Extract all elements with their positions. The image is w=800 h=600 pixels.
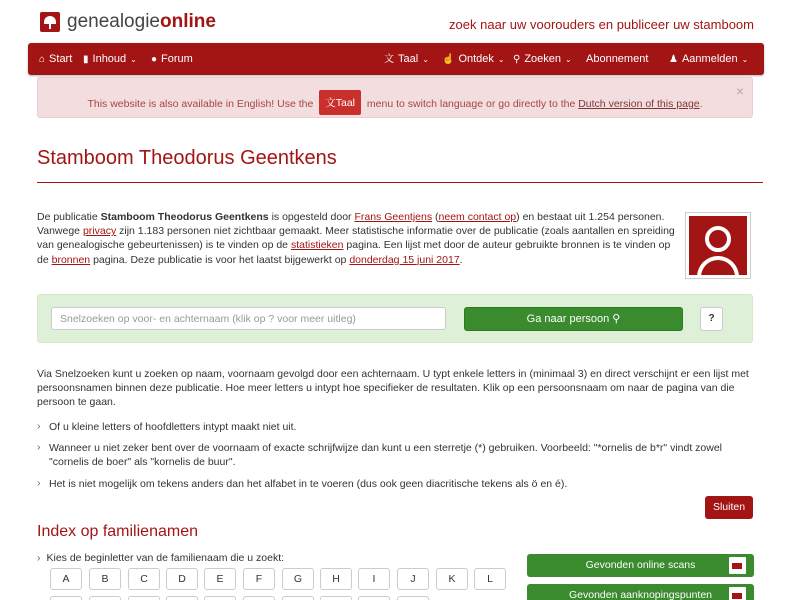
list-item: › Of u kleine letters of hoofdletters intypt maakt niet uit. <box>37 420 757 434</box>
title-divider <box>37 182 763 183</box>
choose-letter-label: › Kies de beginletter van de familienaam die u zoekt: <box>37 552 285 564</box>
letter-button-i[interactable]: I <box>358 568 390 590</box>
chevron-down-icon: ⌄ <box>422 55 429 64</box>
privacy-link[interactable]: privacy <box>82 225 117 238</box>
chevron-down-icon: ⌄ <box>130 55 137 64</box>
found-leads-button[interactable]: Gevonden aanknopingspunten <box>527 584 754 600</box>
letter-button-c[interactable]: C <box>128 568 160 590</box>
alert-message: This website is also available in English! Use the 文Taal menu to switch language or go directly to the Dutch version of this page. <box>38 91 752 116</box>
nav-abonnement[interactable]: Abonnement <box>586 53 649 65</box>
list-item: › Wanneer u niet zeker bent over de voornaam of exacte schrijfwijze dan kunt u een sterretje (*) gebruiken. Voorbeeld: "*ornelis de b*r" vindt zowel "cornelis de boer" als "kornelis de buur". <box>37 441 757 469</box>
letter-button-g[interactable]: G <box>282 568 314 590</box>
go-to-person-button[interactable]: Ga naar persoon ⚲ <box>464 307 683 331</box>
publication-intro: De publicatie Stamboom Theodorus Geentkens is opgesteld door Frans Geentjens (neem contact op) en bestaat uit 1.254 personen. Vanwege privacy zijn 1.183 personen niet zichtbaar gemaakt. Meer statistische informatie over de publicatie (zoals aantallen en spreiding van genealogische gebeurtenissen) is te vinden op de statistieken pagina. Een lijst met door de auteur gebruikte bronnen is te vinden op de bronnen pagina. Deze publicatie is voor het laatst bijgewerkt op donderdag 15 juni 2017. <box>37 211 675 266</box>
letter-button-b[interactable]: B <box>89 568 121 590</box>
home-icon: ⌂ <box>39 54 46 65</box>
chevron-right-icon: › <box>37 552 41 564</box>
chevron-down-icon: ⌄ <box>741 55 749 64</box>
nav-forum[interactable]: ● Forum <box>151 43 193 75</box>
dutch-version-link[interactable]: Dutch version of this page <box>578 98 700 110</box>
main-navbar <box>28 43 764 75</box>
nav-inhoud[interactable]: ▮ Inhoud ⌄ <box>83 43 137 75</box>
letter-button-f[interactable]: F <box>243 568 275 590</box>
language-alert <box>37 77 753 118</box>
letter-button-e[interactable]: E <box>204 568 236 590</box>
tree-logo-icon <box>40 12 60 32</box>
nav-aanmelden[interactable]: ♟ Aanmelden ⌄ <box>669 43 748 75</box>
nav-zoeken[interactable]: ⚲ Zoeken ⌄ <box>513 43 572 75</box>
comments-icon: ● <box>151 54 158 65</box>
logo-text: genealogieonline <box>67 11 216 32</box>
contact-link[interactable]: neem contact op <box>438 211 517 223</box>
chevron-down-icon: ⌄ <box>565 55 572 64</box>
quick-search-input[interactable] <box>51 307 446 330</box>
letter-button-d[interactable]: D <box>166 568 198 590</box>
letter-button-l[interactable]: L <box>474 568 506 590</box>
letter-button-j[interactable]: J <box>397 568 429 590</box>
nav-start[interactable]: ⌂ Start <box>39 43 72 75</box>
search-icon: ⚲ <box>612 313 621 325</box>
search-icon: ⚲ <box>513 54 521 65</box>
language-icon: 文 <box>325 97 336 109</box>
close-help-button[interactable]: Sluiten <box>705 496 753 519</box>
book-icon: ▮ <box>83 54 89 65</box>
site-header <box>0 0 800 44</box>
search-help-text: Via Snelzoeken kunt u zoeken op naam, voornaam gevolgd door een achternaam. U typt enkele letters in (minimaal 3) en direct verschijnt er een lijst met persoonsnamen binnen deze publicatie. Hoe meer letters u intypt hoe specifieker de resultaten. Klik op een persoonsnaam om naar de pagina van die persoon te gaan. <box>37 368 749 409</box>
letter-button-k[interactable]: K <box>436 568 468 590</box>
language-icon: 文 <box>384 54 394 65</box>
nav-taal[interactable]: 文 Taal ⌄ <box>384 43 429 75</box>
found-online-scans-button[interactable]: Gevonden online scans <box>527 554 754 577</box>
page-title: Stamboom Theodorus Geentkens <box>37 147 337 169</box>
list-item: › Het is niet mogelijk om tekens anders dan het alfabet in te voeren (dus ook geen diacritische tekens als ö en é). <box>37 477 757 491</box>
user-icon: ♟ <box>669 54 678 65</box>
author-avatar[interactable] <box>685 212 751 279</box>
surname-index-title: Index op familienamen <box>37 523 198 540</box>
statistics-link[interactable]: statistieken <box>290 239 344 252</box>
letter-button-h[interactable]: H <box>320 568 352 590</box>
document-icon <box>729 557 746 574</box>
document-icon <box>729 587 746 600</box>
site-logo[interactable] <box>40 11 216 33</box>
nav-ontdek[interactable]: ☝ Ontdek ⌄ <box>442 43 505 75</box>
site-tagline: zoek naar uw voorouders en publiceer uw stamboom <box>449 17 754 32</box>
user-icon <box>689 216 747 275</box>
hand-icon: ☝ <box>442 54 455 65</box>
author-link[interactable]: Frans Geentjens <box>354 211 433 223</box>
close-icon[interactable]: × <box>735 83 744 99</box>
sources-link[interactable]: bronnen <box>51 253 91 266</box>
help-button[interactable]: ? <box>700 307 723 331</box>
taal-badge: 文Taal <box>319 90 361 115</box>
search-tips-list <box>37 420 757 498</box>
chevron-down-icon: ⌄ <box>497 55 505 64</box>
letter-button-a[interactable]: A <box>50 568 82 590</box>
quick-search-panel <box>37 294 753 343</box>
last-updated-link[interactable]: donderdag 15 juni 2017 <box>349 253 460 266</box>
